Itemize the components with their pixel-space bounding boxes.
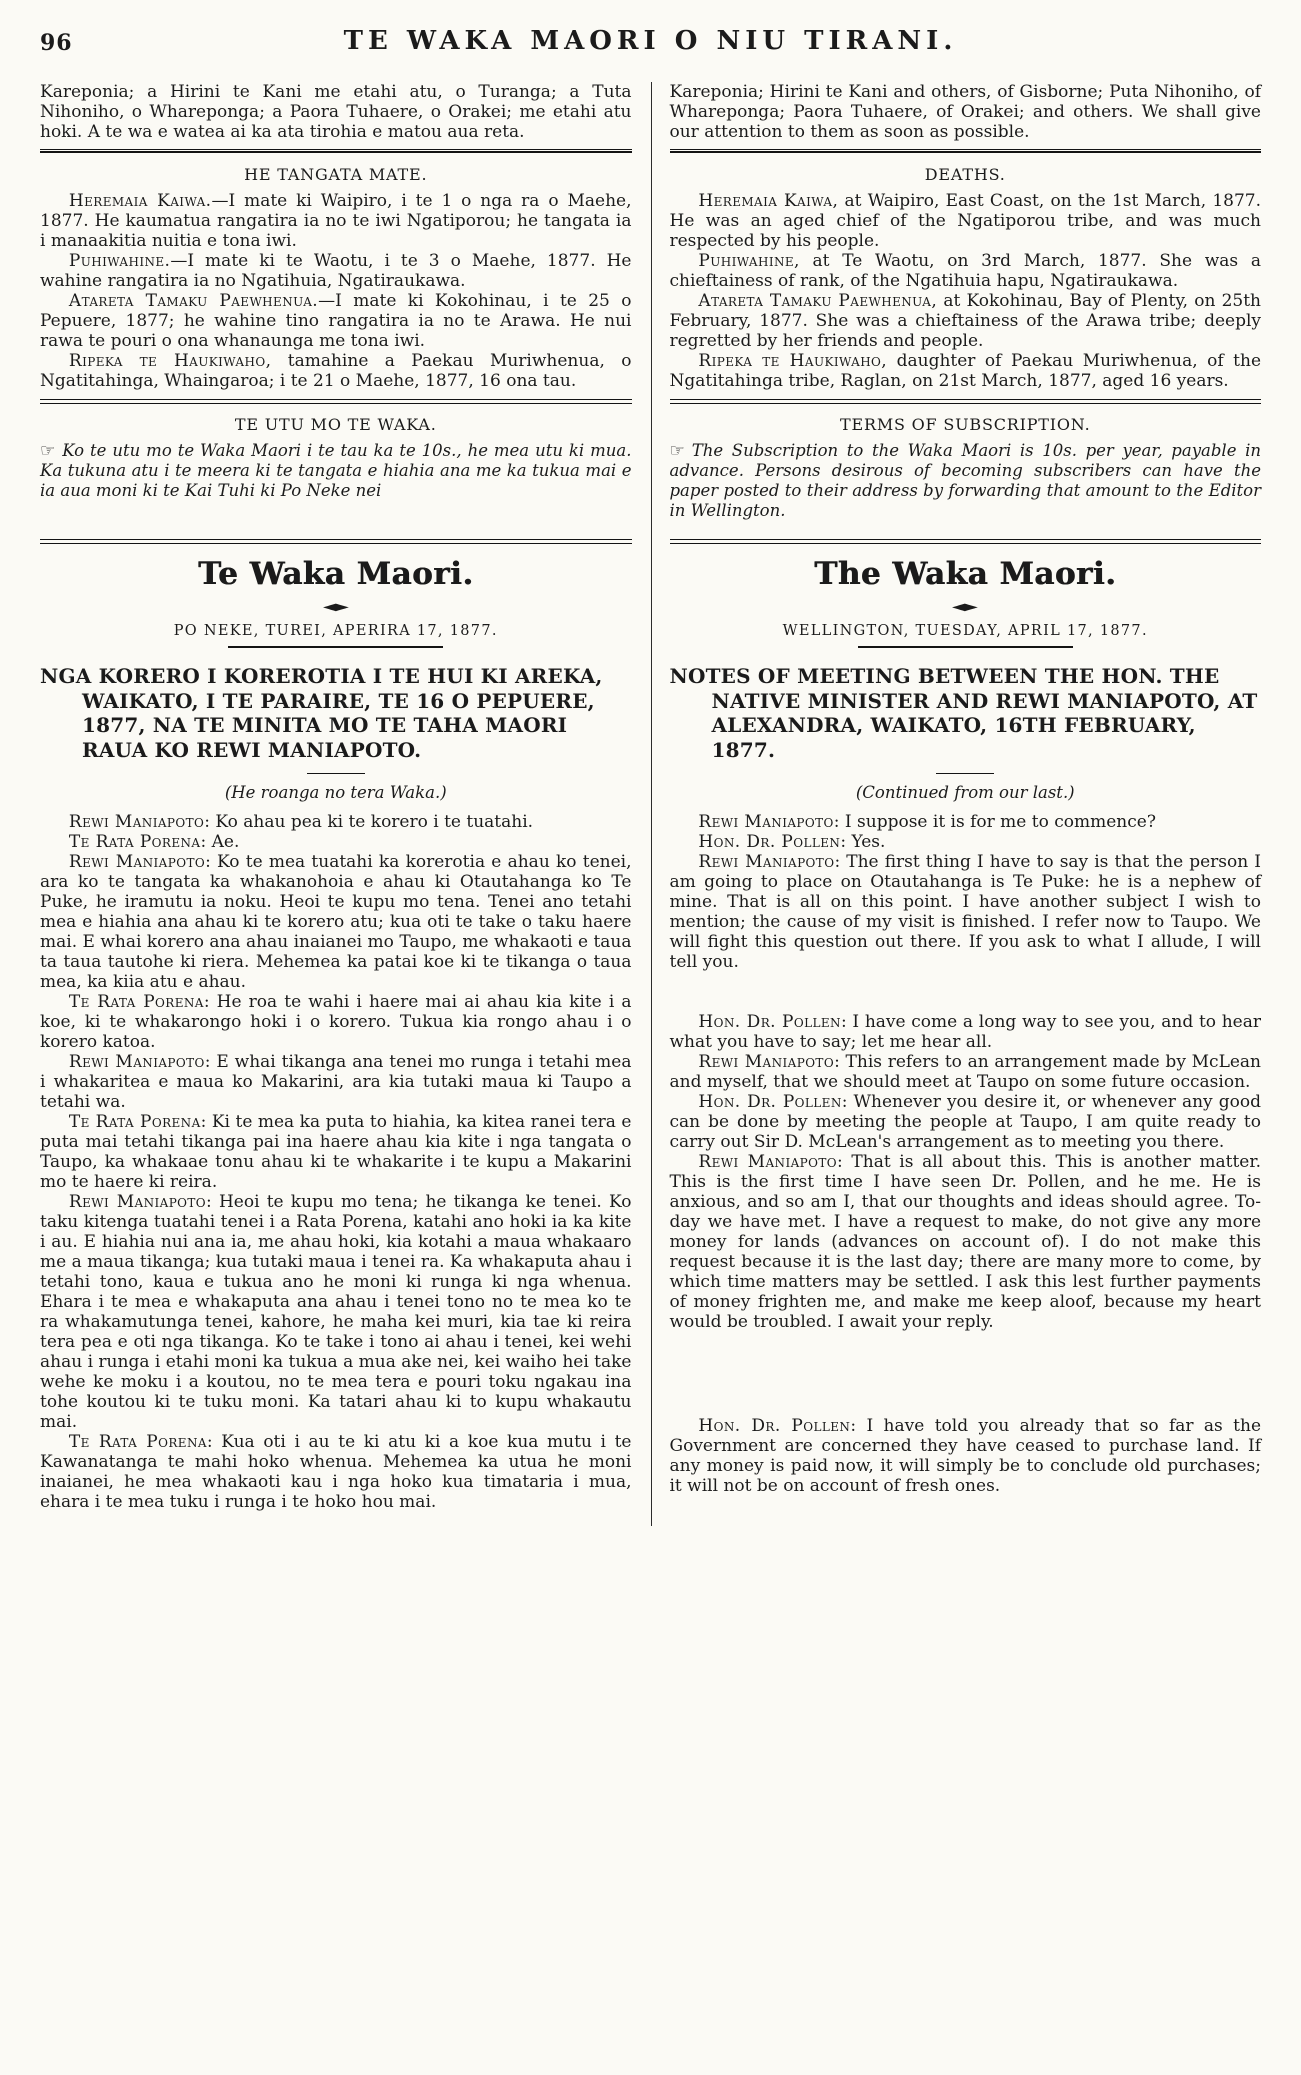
dialogue-paragraph [670,1152,1262,1332]
maori-deaths-cell [40,156,632,391]
dialogue-paragraph [40,992,632,1052]
deceased-name: Atareta Tamaku Paewhenua, [698,291,938,311]
speaker-name: Te Rata Porena [68,832,201,852]
dialogue-text: : I have told you already that so far as the Government are concerned they have ceased to purchase land. If any money is paid now, it will simply be to conclude old purchases; it will not be on account of fresh ones. [669,1416,1262,1496]
manicule-icon: ☞ [669,441,685,461]
maori-article-heading-cell [40,648,632,762]
death-entry [670,251,1262,291]
speaker-name: Te Rata Porena [68,992,204,1012]
deceased-name: Puhiwahine, [698,251,800,271]
section-rule [40,149,632,153]
subscription-text-english: The Subscription to the Waka Maori is 10s. per year, payable in advance. Persons desirous of becoming subscribers can have the paper posted to their address by forwarding that amount to the Editor in Wellington. [669,441,1261,520]
maori-dialogue-cell [40,812,632,1526]
deceased-name: Ripeka te Haukiwaho, [698,351,888,371]
english-masthead-cell [670,546,1262,648]
dialogue-english [670,812,1262,1510]
speaker-name: Rewi Maniapoto [68,852,206,872]
speaker-name: Rewi Maniapoto [698,852,835,872]
deaths-heading-english: DEATHS. [924,165,1006,184]
diamond-glyph: ◆ [952,602,979,613]
dialogue-paragraph [40,1192,632,1432]
dialogue-text: : Ae. [200,832,240,852]
dialogue-paragraph [40,812,632,832]
section-rule [40,399,632,404]
death-entry [670,351,1262,391]
death-entry [670,291,1262,351]
section-rule [670,399,1262,404]
dialogue-paragraph [40,1112,632,1192]
section-rule [670,149,1262,153]
speaker-name: Hon. Dr. Pollen [698,832,841,852]
ornament-icon [670,595,1262,614]
subscription-text-maori: Ko te utu mo te Waka Maori i te tau ka te 10s., he mea utu ki mua. Ka tukuna atu i te meera ki te tangata e hiahia ana me ka tukua mai e ia aua moni ki te Kai Tuhi ki Po Neke nei [40,441,632,500]
english-intro-cell [670,82,1262,142]
page-title: TE WAKA MAORI O NIU TIRANI. [343,26,958,56]
death-entry-text: —I mate ki Kokohinau, i te 25 o Pepuere, 1877; he wahine tino rangatira ia no te Arawa. He nui rawa te pouri o ona whanaunga me tona iwi. [40,291,632,351]
dialogue-paragraph [670,1092,1262,1152]
dialogue-text: : I have come a long way to see you, and to hear what you have to say; let me hear all. [669,1012,1261,1052]
subscription-paragraph-maori [40,441,632,501]
dialogue-paragraph [670,1416,1262,1496]
article-heading-english: NOTES OF MEETING BETWEEN THE HON. THE NATIVE MINISTER AND REWI MANIAPOTO, AT ALEXANDRA, WAIKATO, 16TH FEBRUARY, 1877. [669,664,1258,762]
page-number: 96 [40,30,73,56]
death-entry-text: —I mate ki te Waotu, i te 3 o Maehe, 1877. He wahine rangatira ia no Ngatihuia, Ngatiraukawa. [40,251,632,291]
speaker-name: Hon. Dr. Pollen [698,1012,841,1032]
death-entry [40,251,632,291]
dialogue-text: : Heoi te kupu mo tena; he tikanga ke tenei. Ko taku kitenga tuatahi tenei i a Rata Porena, katahi ano hoki ia ka kite i au. E hiahia nui ana ia, me ahau hoki, kia kotahi a maua whakaaro me a maua tikanga; kua tutaki maua i tenei ra. Ka whakaputa ahau i tetahi tono, kaua e tukua ano he moni ki runga ki nga whenua. Ehara i te mea e whakaputa ana ahau i tenei tono no te mea ko te ra whakamutunga tenei, kahore, he maha kei muri, kia tae ki reira tera pea e oti nga tikanga. Ko te take i tono ai ahau i tenei, kei wehi ahau i runga i etahi moni ka tukua a mua ake nei, kei waiho hei take wehe ke moku i a koutou, no te mea tera e pouri toku ngakau ina tohe koutou ki te tuku moni. Ka tatari ahau ki to kupu whakautu mai. [40,1192,632,1432]
ornament-icon [40,595,632,614]
dialogue-text: : This refers to an arrangement made by McLean and myself, that we should meet at Taupo on some future occasion. [669,1052,1262,1092]
speaker-name: Rewi Maniapoto [68,1052,205,1072]
subscription-paragraph-english [670,441,1262,521]
deceased-name: Puhiwahine. [68,251,171,271]
dialogue-text: : The first thing I have to say is that the person I am going to place on Otautahanga is Te Puke: he is a nephew of mine. That is all on this point. I have another subject I wish to mention; the cause of my visit is finished. I refer now to Taupo. We will fight this question out there. If you ask to what I allude, I will tell you. [669,852,1261,972]
dialogue-text: : Ki te mea ka puta to hiahia, ka kitea ranei tera e puta mai tetahi tikanga pai ina haere ahau kia kite i nga tangata o Taupo, ka whakaae tonu ahau ki te whakarite i te kupu a Makarini mo te haere ki reira. [40,1112,632,1192]
dialogue-text: : Whenever you desire it, or whenever any good can be done by meeting the people at Taupo, I am quite ready to carry out Sir D. McLean's arrangement as to meeting you there. [669,1092,1261,1152]
death-entry-text: at Waipiro, East Coast, on the 1st March, 1877. He was an aged chief of the Ngatiporou tribe, and was much respected by his people. [669,191,1262,251]
dialogue-paragraph [670,832,1262,852]
death-entry-text: tamahine a Paekau Muriwhenua, o Ngatitahinga, Whaingaroa; i te 21 o Maehe, 1877, 16 ona tau. [40,351,632,391]
dialogue-text: : E whai tikanga ana tenei mo runga i tetahi mea i whakaritea e maua ko Makarini, ara kia tutaki maua ki Taupo a tetahi wa. [40,1052,632,1112]
dateline-english: WELLINGTON, TUESDAY, APRIL 17, 1877. [782,623,1148,639]
death-entry-text: daughter of Paekau Muriwhenua, of the Ngatitahinga tribe, Raglan, on 21st March, 1877, aged 16 years. [669,351,1262,391]
section-rule [40,539,632,544]
dialogue-maori [40,812,632,1526]
dateline-maori: PO NEKE, TUREI, APERIRA 17, 1877. [173,623,498,639]
speaker-name: Te Rata Porena [68,1112,201,1132]
dialogue-text: : Ko ahau pea ki te korero i te tuatahi. [204,812,534,832]
death-entry-text: at Te Waotu, on 3rd March, 1877. She was a chieftainess of rank, of the Ngatihuia hapu, Ngatiraukawa. [669,251,1261,291]
intro-paragraph-maori: Kareponia; a Hirini te Kani me etahi atu, o Turanga; a Tuta Nihoniho, o Whareponga; a Paora Tuhaere, o Orakei; me etahi atu hoki. A te wa e watea ai ka ata tirohia e matou aua reta. [40,82,632,142]
masthead-title-english: The Waka Maori. [814,556,1117,592]
maori-intro-cell [40,82,632,142]
dialogue-text: : That is all about this. This is another matter. This is the first time I have seen Dr. Pollen, and he me. He is anxious, and so am I, that our thoughts and ideas should agree. To-day we have met. I have a request to make, do not give any more money for lands (advances on account of). I do not make this request because it is the last day; there are many more to come, by which time matters may be settled. I ask this lest further payments of money frighten me, and make me keep aloof, because my heart would be troubled. I await your reply. [669,1152,1261,1332]
manicule-icon: ☞ [40,441,56,461]
deaths-entries-maori [40,191,632,391]
dialogue-paragraph [40,1052,632,1112]
death-entry [40,351,632,391]
dialogue-paragraph [40,1432,632,1512]
heading-divider-rule [307,773,365,774]
death-entry-text: at Kokohinau, Bay of Plenty, on 25th February, 1877. She was a chieftainess of the Arawa tribe; deeply regretted by her friends and people. [669,291,1261,351]
speaker-name: Hon. Dr. Pollen [698,1092,842,1112]
dialogue-text: : I suppose it is for me to commence? [833,812,1156,832]
dialogue-paragraph [670,852,1262,972]
heading-divider-rule [936,773,994,774]
death-entry [40,291,632,351]
death-entry-text: —I mate ki Waipiro, i te 1 o nga ra o Maehe, 1877. He kaumatua rangatira ia no te iwi Ngatiporou; he tangata ia i manaakitia nuitia e tona iwi. [40,191,632,251]
dialogue-paragraph [40,852,632,992]
dialogue-paragraph [670,1052,1262,1092]
dialogue-paragraph [40,832,632,852]
dialogue-paragraph [670,812,1262,832]
speaker-name: Te Rata Porena [68,1432,207,1452]
speaker-name: Rewi Maniapoto [698,1052,835,1072]
subscription-heading-maori: TE UTU MO TE WAKA. [234,415,437,434]
deceased-name: Heremaia Kaiwa. [68,191,212,211]
deceased-name: Heremaia Kaiwa, [698,191,839,211]
dialogue-paragraph [670,1012,1262,1052]
maori-subscription-cell [40,406,632,531]
masthead-title-maori: Te Waka Maori. [197,556,474,592]
speaker-name: Rewi Maniapoto [68,1192,207,1212]
speaker-name: Rewi Maniapoto [68,812,205,832]
deaths-heading-maori: HE TANGATA MATE. [244,165,428,184]
english-dialogue-cell [670,812,1262,1526]
speaker-name: Rewi Maniapoto [698,812,834,832]
dialogue-text: : Kua oti i au te ki atu ki a koe kua mutu i te Kawanatanga te mahi hoko whenua. Mehemea ka utua he moni inaianei, he mea whakaoti kau i nga hoko kua timataria i mua, ehara i te mea tuku i runga i te hoko hou mai. [40,1432,632,1512]
page-columns [40,82,1261,1526]
continuation-note-english: (Continued from our last.) [855,783,1075,802]
page-header [40,24,1261,70]
death-entry [40,191,632,251]
subscription-heading-english: TERMS OF SUBSCRIPTION. [840,415,1091,434]
intro-paragraph-english: Kareponia; Hirini te Kani and others, of Gisborne; Puta Nihoniho, of Whareponga; Paora Tuhaere, of Orakei; and others. We shall give our attention to them as soon as possible. [669,82,1261,142]
dialogue-text: : Yes. [840,832,886,852]
english-deaths-cell [670,156,1262,391]
continuation-note-maori: (He roanga no tera Waka.) [224,783,447,802]
deceased-name: Ripeka te Haukiwaho, [68,351,272,371]
speaker-name: Rewi Maniapoto [698,1152,838,1172]
english-subscription-cell [670,406,1262,531]
deceased-name: Atareta Tamaku Paewhenua. [68,291,319,311]
death-entry [670,191,1262,251]
deaths-entries-english [670,191,1262,391]
dialogue-text: : He roa te wahi i haere mai ai ahau kia kite i a koe, ki te whakarongo hoki i o korero. Tukua kia rongo ahau i o korero katoa. [40,992,632,1052]
article-heading-maori: NGA KORERO I KOREROTIA I TE HUI KI AREKA, WAIKATO, I TE PARAIRE, TE 16 O PEPUERE, 1877, NA TE MINITA MO TE TAHA MAORI RAUA KO REWI MANIAPOTO. [40,664,603,762]
section-rule [670,539,1262,544]
dialogue-text: : Ko te mea tuatahi ka korerotia e ahau ko tenei, ara ko te tangata ka whakanohoia e ahau ki Otautahanga ko Te Puke, he iramutu ia noku. Heoi te kupu mo tena. Tenei ano tetahi mea e hiahia ana ahau ki te korero atu; kua oti te take o taku haere mai. E whai korero ana ahau inaianei mo Taupo, me whakaoti e taua ta taua tautohe ki riera. Mehemea ka patai koe ki te tikanga o taua mea, ka kiia atu e ahau. [40,852,632,992]
english-article-heading-cell [670,648,1262,762]
maori-masthead-cell [40,546,632,648]
diamond-glyph: ◆ [322,602,349,613]
speaker-name: Hon. Dr. Pollen [698,1416,851,1436]
